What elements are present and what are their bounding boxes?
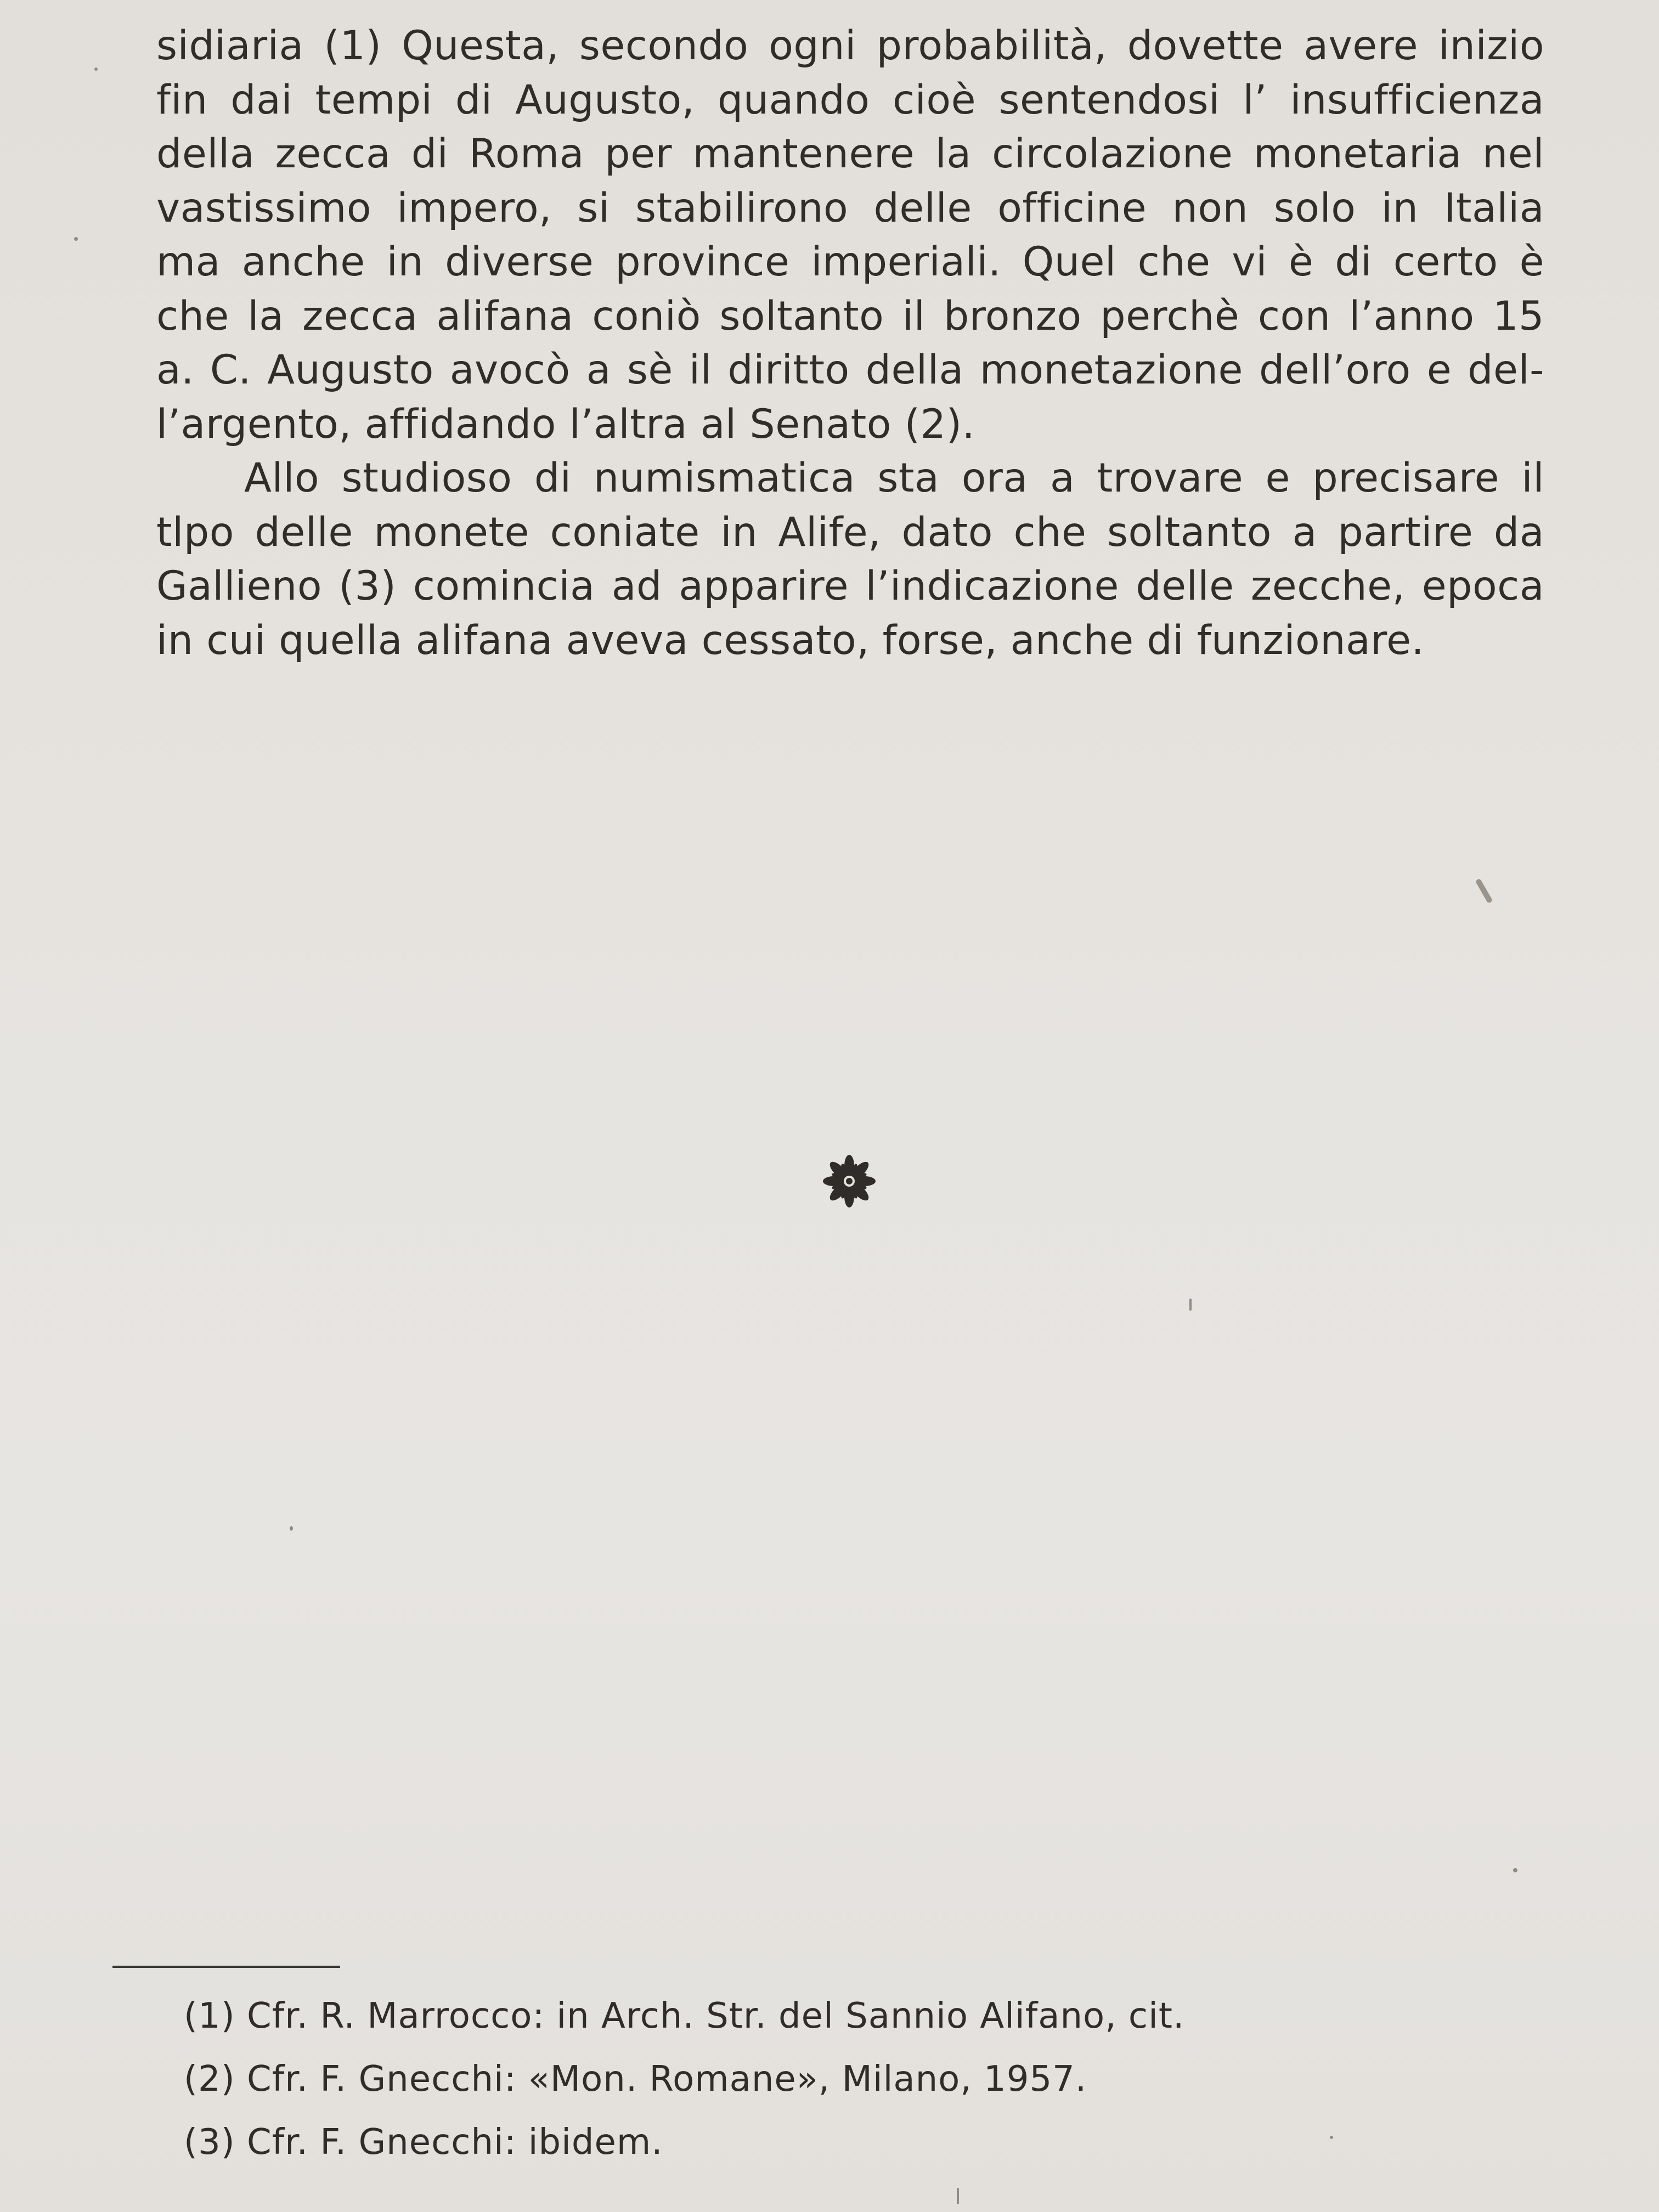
footnote-3: (3) Cfr. F. Gnecchi: ibidem.	[184, 2122, 663, 2163]
footnote-2: (2) Cfr. F. Gnecchi: «Mon. Romane», Milano, 1957.	[184, 2059, 1087, 2100]
text-line: Allo studioso di numismatica sta ora a trovare e precisare il	[244, 455, 1544, 501]
text-line: tlpo delle monete coniate in Alife, dato che soltanto a partire da	[156, 509, 1544, 556]
text-line: della zecca di Roma per mantenere la circolazione monetaria nel	[156, 131, 1544, 177]
paper-speck	[1475, 878, 1493, 904]
text-line: l’argento, affidando l’altra al Senato (2).	[156, 400, 975, 448]
paper-speck	[290, 1526, 293, 1531]
text-line: che la zecca alifana coniò soltanto il bronzo perchè con l’anno 15	[156, 292, 1544, 340]
text-line: fin dai tempi di Augusto, quando cioè sentendosi l’ insufficienza	[156, 76, 1544, 123]
paper-speck	[94, 67, 98, 71]
paragraph-1	[156, 19, 1544, 452]
paper-speck	[957, 2188, 959, 2204]
paper-speck	[74, 237, 78, 241]
footnote-divider	[112, 1966, 340, 1968]
footnotes	[184, 1985, 1391, 2174]
footnote-1: (1) Cfr. R. Marrocco: in Arch. Str. del Sannio Alifano, cit.	[184, 1996, 1185, 2036]
body-text	[156, 19, 1544, 668]
paragraph-2	[156, 452, 1544, 668]
flower-ornament-icon	[822, 1154, 877, 1209]
text-line: vastissimo impero, si stabilirono delle officine non solo in Italia	[156, 184, 1544, 232]
text-line: ma anche in diverse province imperiali. Quel che vi è di certo è	[156, 239, 1544, 285]
paper-speck	[1189, 1299, 1192, 1311]
paper-speck	[1330, 2136, 1333, 2139]
paper-speck	[1513, 1868, 1517, 1872]
text-line: sidiaria (1) Questa, secondo ogni probabilità, dovette avere inizio	[156, 22, 1544, 69]
text-line: a. C. Augusto avocò a sè il diritto della monetazione dell’oro e del-	[156, 347, 1544, 393]
text-line: in cui quella alifana aveva cessato, forse, anche di funzionare.	[156, 617, 1425, 664]
text-line: Gallieno (3) comincia ad apparire l’indicazione delle zecche, epoca	[156, 563, 1544, 610]
